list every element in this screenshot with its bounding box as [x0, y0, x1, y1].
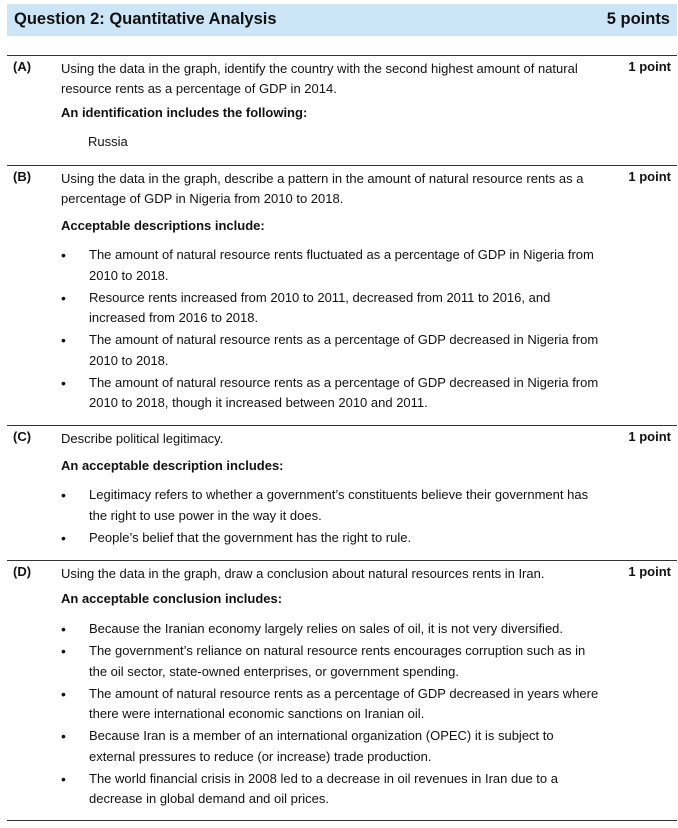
section-d — [7, 560, 677, 821]
list-item-text: Legitimacy refers to whether a government’s constituents believe their government has the right to use power in the way it does. — [89, 487, 589, 523]
bullet-icon: • — [61, 643, 66, 659]
list-item-text: The amount of natural resource rents fluctuated as a percentage of GDP in Nigeria from 2010 to 2018. — [89, 247, 594, 283]
section-letter: (D) — [13, 564, 32, 579]
section-prompt: Using the data in the graph, describe a pattern in the amount of natural resource rents as a percentage of GDP in Nigeria from 2010 to 2018. — [61, 171, 584, 206]
list-item — [61, 245, 601, 286]
list-item-text: The amount of natural resource rents as a percentage of GDP decreased in Nigeria from 2010 to 2018. — [89, 332, 599, 368]
list-item-text: Because Iran is a member of an international organization (OPEC) it is subject to external pressures to reduce (or increase) trade production. — [89, 728, 554, 764]
list-item-text: People’s belief that the government has the right to rule. — [89, 529, 412, 545]
list-item-text: Because the Iranian economy largely relies on sales of oil, it is not very diversified. — [89, 621, 564, 636]
question-header — [7, 4, 677, 36]
section-subhead: An acceptable conclusion includes: — [61, 591, 283, 606]
section-letter: (A) — [13, 59, 32, 74]
bullet-icon: • — [61, 487, 66, 503]
list-item — [61, 641, 601, 682]
list-item-text: The amount of natural resource rents as a percentage of GDP decreased in years where there were international economic sanctions on Iranian oil. — [89, 685, 599, 721]
list-item — [61, 373, 601, 414]
question-points: 5 points — [606, 10, 670, 28]
question-title: Question 2: Quantitative Analysis — [14, 10, 277, 28]
bottom-divider — [7, 820, 677, 821]
list-item-text: Resource rents increased from 2010 to 2011, decreased from 2011 to 2016, and increased from 2016 to 2018. — [89, 289, 551, 325]
answer-list — [61, 619, 601, 811]
list-item — [61, 288, 601, 329]
list-item — [61, 684, 601, 725]
section-subhead: An identification includes the following: — [61, 105, 308, 120]
section-c — [7, 425, 677, 561]
bullet-icon: • — [61, 770, 66, 787]
bullet-icon: • — [61, 247, 66, 263]
section-subhead: Acceptable descriptions include: — [61, 218, 265, 233]
section-a — [7, 55, 677, 166]
section-letter: (B) — [13, 169, 32, 184]
list-item — [61, 485, 601, 526]
list-item — [61, 330, 601, 371]
section-points: 1 point — [628, 169, 671, 184]
section-letter: (C) — [13, 429, 32, 444]
section-subhead: An acceptable description includes: — [61, 458, 284, 473]
section-prompt: Using the data in the graph, draw a conclusion about natural resources rents in Iran. — [61, 566, 545, 581]
bullet-icon: • — [61, 289, 66, 306]
bullet-icon: • — [61, 374, 66, 391]
section-points: 1 point — [628, 564, 671, 579]
section-prompt: Using the data in the graph, identify the country with the second highest amount of natural resource rents as a percentage of GDP in 2014. — [61, 61, 578, 96]
bullet-icon: • — [61, 332, 66, 348]
bullet-icon: • — [61, 529, 66, 546]
answer-list — [61, 245, 601, 415]
section-points: 1 point — [628, 429, 671, 444]
bullet-icon: • — [61, 728, 66, 744]
list-item — [61, 619, 601, 640]
section-b — [7, 165, 677, 426]
list-item — [61, 769, 601, 810]
list-item — [61, 726, 601, 767]
section-points: 1 point — [628, 59, 671, 74]
section-answer: Russia — [88, 134, 128, 149]
section-prompt: Describe political legitimacy. — [61, 431, 224, 446]
bullet-icon: • — [61, 685, 66, 702]
list-item-text: The world financial crisis in 2008 led to a decrease in oil revenues in Iran due to a decrease in global demand and oil prices. — [89, 770, 558, 806]
bullet-icon: • — [61, 621, 66, 637]
list-item — [61, 528, 601, 549]
answer-list — [61, 485, 601, 550]
list-item-text: The amount of natural resource rents as a percentage of GDP decreased in Nigeria from 2010 to 2018, though it increased between 2010 and 2011. — [89, 374, 599, 410]
list-item-text: The government’s reliance on natural resource rents encourages corruption such as in the oil sector, state-owned enterprises, or government spending. — [89, 643, 586, 679]
